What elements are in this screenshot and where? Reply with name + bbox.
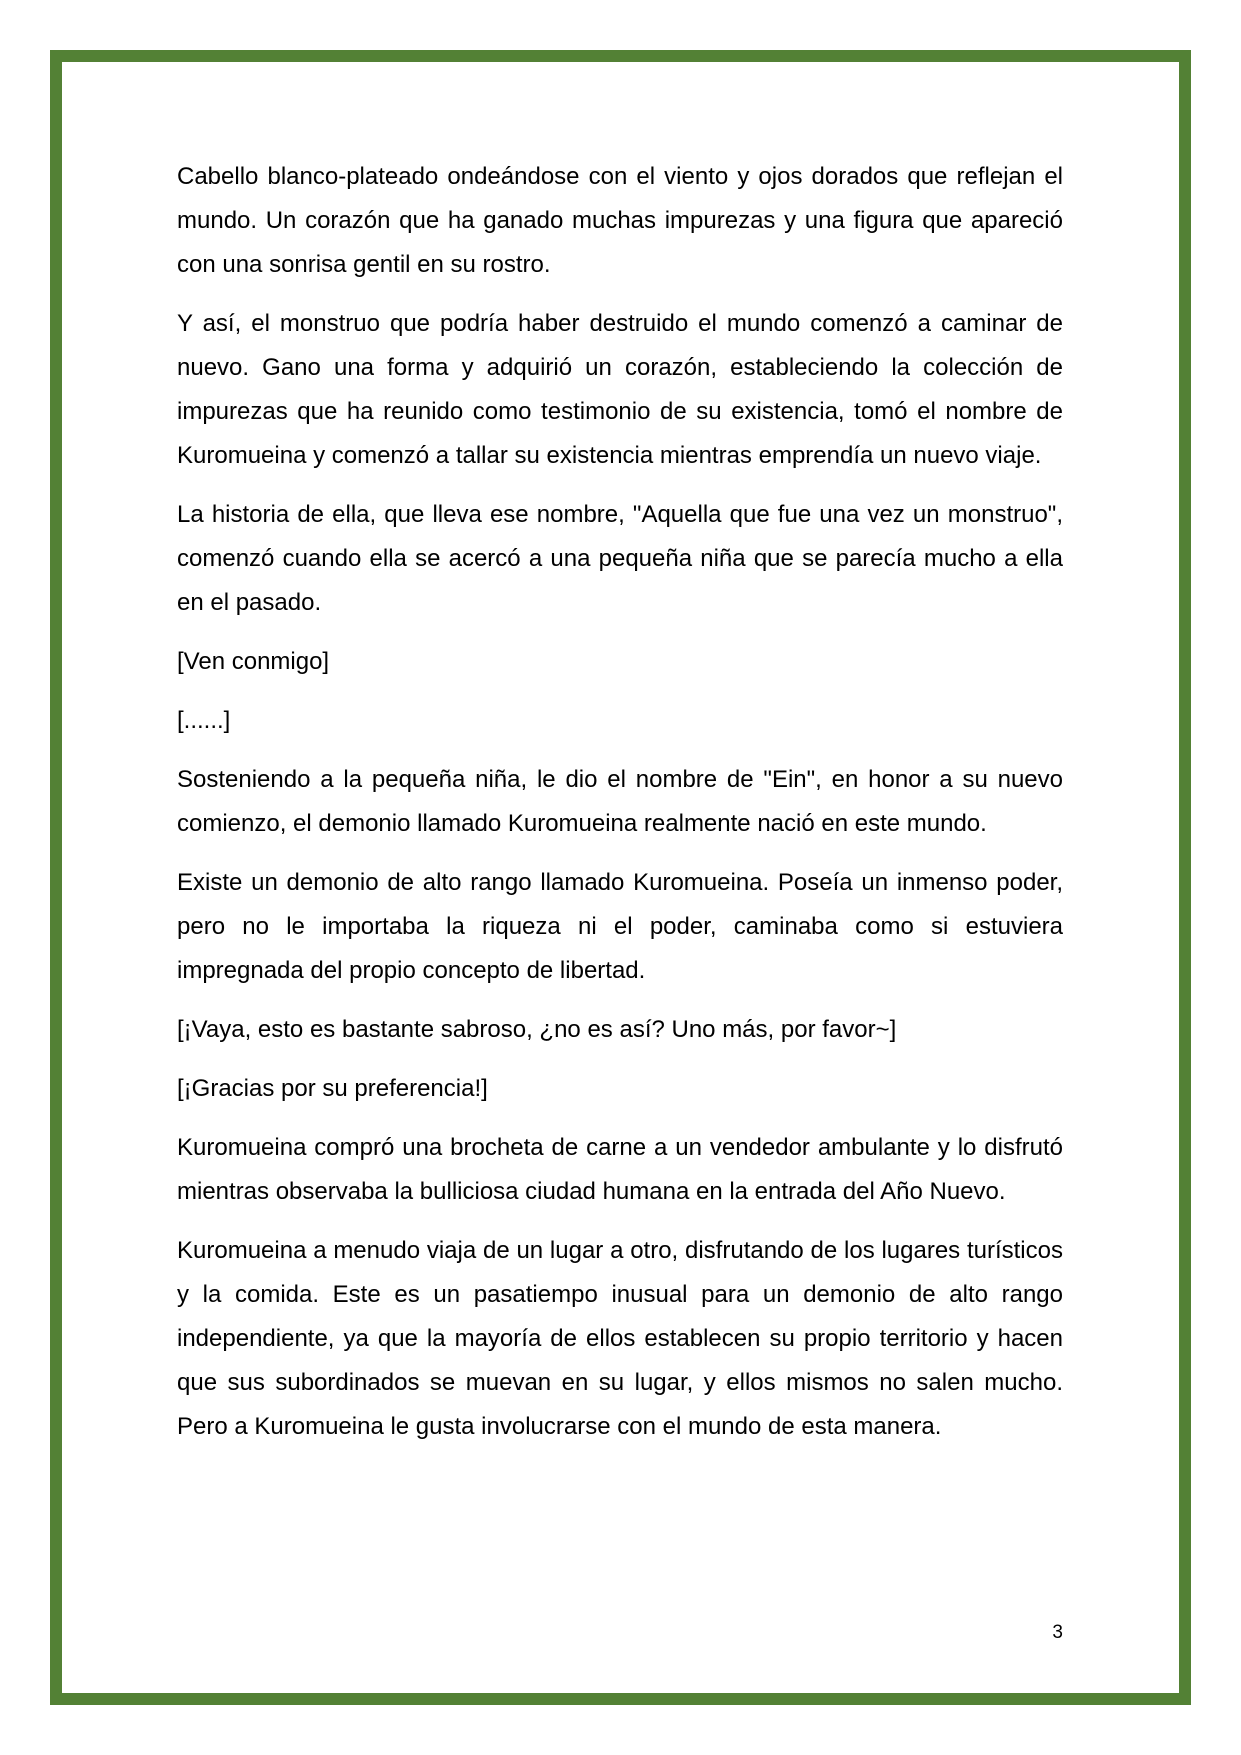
paragraph-7: Kuromueina a menudo viaja de un lugar a otro, disfrutando de los lugares turísticos y la comida. Este es un pasatiempo inusual para un demonio de alto rango independiente, ya que la mayoría de ellos establecen su propio territorio y hacen que sus subordinados se muevan en su lugar, y ellos mismos no salen mucho. Pero a Kuromueina le gusta involucrarse con el mundo de esta manera. [177,1237,1063,1440]
paragraph-5: Existe un demonio de alto rango llamado Kuromueina. Poseía un inmenso poder, pero no le importaba la riqueza ni el poder, caminaba como si estuviera impregnada del propio concepto de libertad. [177,869,1063,984]
page-number: 3 [1052,1622,1063,1643]
paragraph-4: Sosteniendo a la pequeña niña, le dio el nombre de "Ein", en honor a su nuevo comienzo, el demonio llamado Kuromueina realmente nació en este mundo. [177,766,1063,837]
paragraph-2: Y así, el monstruo que podría haber destruido el mundo comenzó a caminar de nuevo. Gano una forma y adquirió un corazón, estableciendo la colección de impurezas que ha reunido como testimonio de su existencia, tomó el nombre de Kuromueina y comenzó a tallar su existencia mientras emprendía un nuevo viaje. [177,310,1063,469]
dialogue-line-2: [......] [177,707,231,734]
dialogue-line-4: [¡Gracias por su preferencia!] [177,1075,488,1102]
paragraph-1: Cabello blanco-plateado ondeándose con el viento y ojos dorados que reflejan el mundo. Un corazón que ha ganado muchas impurezas y una figura que apareció con una sonrisa gentil en su rostro. [177,163,1063,278]
dialogue-line-1: [Ven conmigo] [177,648,330,675]
paragraph-3: La historia de ella, que lleva ese nombre, "Aquella que fue una vez un monstruo", comenzó cuando ella se acercó a una pequeña niña que se parecía mucho a ella en el pasado. [177,501,1063,616]
paragraph-6: Kuromueina compró una brocheta de carne a un vendedor ambulante y lo disfrutó mientras observaba la bulliciosa ciudad humana en la entrada del Año Nuevo. [177,1134,1063,1205]
page-body [177,155,1063,1464]
dialogue-line-3: [¡Vaya, esto es bastante sabroso, ¿no es así? Uno más, por favor~] [177,1016,897,1043]
